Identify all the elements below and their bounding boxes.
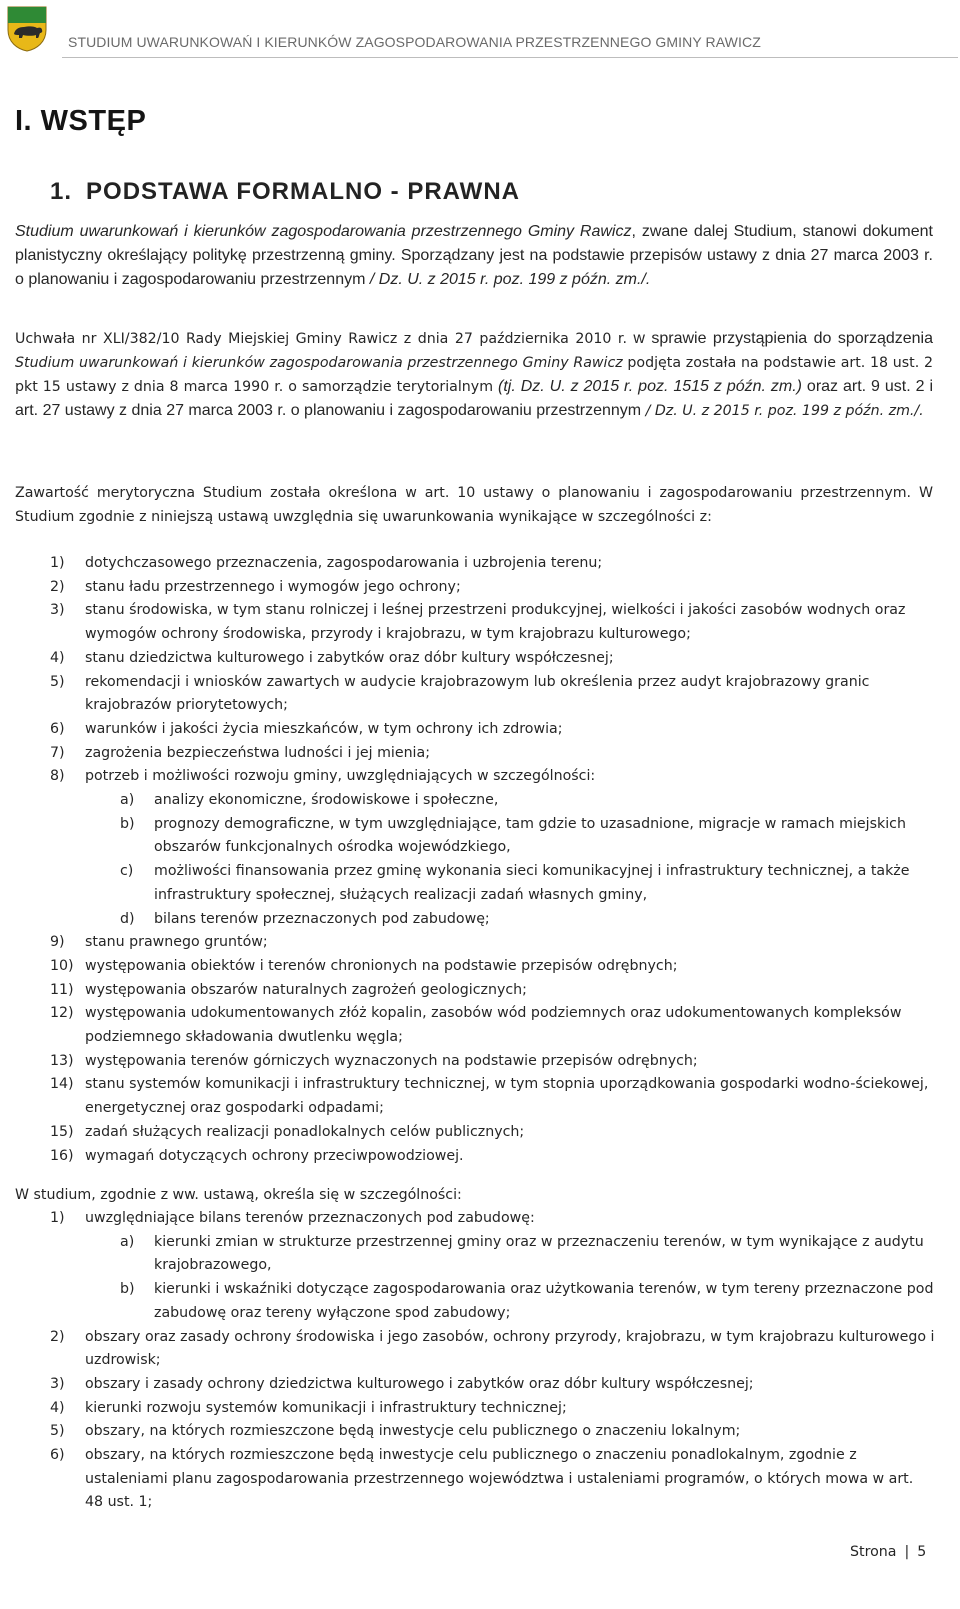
list-marker: c) [120,863,134,880]
chapter-heading: I. WSTĘP [15,105,147,137]
list-item-text: stanu dziedzictwa kulturowego i zabytków oraz dóbr kultury współczesnej; [85,649,614,666]
list-item [0,1050,935,1074]
list-item-text: wymagań dotyczących ochrony przeciwpowodziowej. [85,1147,464,1164]
list-item-text: stanu środowiska, w tym stanu rolniczej i leśnej przestrzeni produkcyjnej, wielkości i jakości zasobów wodnych oraz wymogów ochrony środowiska, przyrody i krajobrazu, w tym krajobrazu kulturowego; [85,602,906,643]
list-item [0,1397,935,1421]
list-item [0,576,935,600]
list-marker: 2) [50,1328,65,1345]
determinations-list [0,1207,935,1515]
list-marker: 4) [50,1399,65,1416]
list-subitem [0,1278,935,1325]
conditions-list [0,552,935,1168]
list-marker: 9) [50,934,65,951]
list-marker: 6) [50,1447,65,1464]
paragraph-intro-part3: / Dz. U. z 2015 r. poz. 199 z późn. zm./. [365,271,651,288]
paragraph-resolution-part1: Uchwała nr XLI/382/10 Rady Miejskiej Gminy Rawicz z dnia 27 października 2010 r. [15,331,627,347]
list-item [0,1002,935,1049]
paragraph-resolution-part5: (tj. Dz. U. z 2015 r. poz. 1515 z późn. zm.) [498,378,802,395]
paragraph-intro-part2: , zwane dalej Studium, stanowi dokument planistyczny określający politykę przestrzenną gminy. Sporządzany jest na podstawie przepisów ustawy z dnia 27 marca 2003 r. o planowaniu i zagospodarowaniu przestrzennym [15,223,933,288]
list-item [0,671,935,718]
list-item-text: występowania obiektów i terenów chronionych na podstawie przepisów odrębnych; [85,957,678,974]
list-item [0,1373,935,1397]
list-marker: 2) [50,578,65,595]
list-item [0,647,935,671]
page-separator: | [904,1544,910,1560]
list-item [0,1207,935,1231]
list-marker: 12) [50,1005,74,1022]
list-item [0,955,935,979]
paragraph-intro [15,220,933,292]
section-heading [50,178,534,206]
list-marker: 8) [50,768,65,785]
list-item [0,1145,935,1169]
list-item-text: stanu systemów komunikacji i infrastruktury technicznej, w tym stopnia uporządkowania gospodarki wodno-ściekowej, energetycznej oraz gospodarki odpadami; [85,1076,929,1117]
list-marker: 3) [50,602,65,619]
paragraph-resolution-part4: podjęta została na podstawie art. 18 ust. 2 pkt 15 ustawy z dnia 8 marca 1990 r. o samorządzie terytorialnym [15,355,934,395]
document-title: STUDIUM UWARUNKOWAŃ I KIERUNKÓW ZAGOSPODAROWANIA PRZESTRZENNEGO GMINY RAWICZ [68,34,761,50]
list-item-text: zagrożenia bezpieczeństwa ludności i jej mienia; [85,744,430,761]
list-marker: 10) [50,957,74,974]
list-marker: 14) [50,1076,74,1093]
list-marker: b) [120,815,135,832]
page-footer [850,1544,926,1560]
list-marker: 3) [50,1375,65,1392]
list-item-text: obszary, na których rozmieszczone będą inwestycje celu publicznego o znaczeniu ponadlokalnym, zgodnie z ustaleniami planu zagospodarowania przestrzennego województwa i ustaleniami programów, o których mowa w art. 48 ust. 1; [85,1447,914,1511]
list-item-text: analizy ekonomiczne, środowiskowe i społeczne, [154,792,499,809]
list-item [0,1420,935,1444]
list-subitem [0,908,935,932]
paragraph-resolution-part7: / Dz. U. z 2015 r. poz. 199 z późn. zm./. [645,403,924,419]
header-divider [62,57,958,58]
list-item-text: obszary, na których rozmieszczone będą inwestycje celu publicznego o znaczeniu lokalnym; [85,1423,741,1440]
list-marker: 1) [50,1210,65,1226]
page-header [0,0,960,60]
paragraph-determinations: W studium, zgodnie z ww. ustawą, określa się w szczególności: [15,1187,462,1203]
list-item-text: bilans terenów przeznaczonych pod zabudowę; [154,910,490,927]
list-item-text: zadań służących realizacji ponadlokalnych celów publicznych; [85,1123,525,1140]
list-marker: b) [120,1281,135,1298]
list-item-text: potrzeb i możliwości rozwoju gminy, uwzględniających w szczególności: [85,768,596,785]
paragraph-resolution-part3: Studium uwarunkowań i kierunków zagospodarowania przestrzennego Gminy Rawicz [15,355,623,371]
list-item-text: rekomendacji i wniosków zawartych w audycie krajobrazowym lub określenia przez audyt krajobrazowy granic krajobrazów priorytetowych; [85,673,870,714]
list-item [0,599,935,646]
list-item-text: kierunki zmian w strukturze przestrzennej gminy oraz w przeznaczeniu terenów, w tym wynikające z audytu krajobrazowego, [154,1233,924,1274]
list-item-text: występowania udokumentowanych złóż kopalin, zasobów wód podziemnych oraz udokumentowanych kompleksów podziemnego składowania dwutlenku węgla; [85,1005,902,1046]
list-item [0,765,935,789]
list-subitem [0,789,935,813]
list-item-text: możliwości finansowania przez gminę wykonania sieci komunikacyjnej i infrastruktury technicznej, a także infrastruktury społecznej, służących realizacji zadań własnych gminy, [154,863,910,903]
list-item-text: stanu prawnego gruntów; [85,934,268,951]
list-item-text: dotychczasowego przeznaczenia, zagospodarowania i uzbrojenia terenu; [85,555,603,571]
list-item [0,1073,935,1120]
list-marker: d) [120,910,135,927]
list-item-text: stanu ładu przestrzennego i wymogów jego ochrony; [85,578,461,595]
list-marker: 15) [50,1123,74,1140]
list-item-text: obszary oraz zasady ochrony środowiska i jego zasobów, ochrony przyrody, krajobrazu, w tym krajobrazu kulturowego i uzdrowisk; [85,1328,935,1369]
list-marker: 1) [50,555,65,571]
paragraph-content-part2: W Studium zgodnie z niniejszą ustawą uwzględnia się uwarunkowania wynikające w szczególności z: [15,485,933,525]
list-item-text: prognozy demograficzne, w tym uwzględniające, tam gdzie to uzasadnione, migracje w ramach miejskich obszarów funkcjonalnych ośrodka wojewódzkiego, [154,815,906,856]
list-item [0,1326,935,1373]
list-subitem [0,1231,935,1278]
list-marker: 6) [50,720,65,737]
paragraph-content-part1: Zawartość merytoryczna Studium została określona w art. 10 ustawy o planowaniu i zagospodarowaniu przestrzennym. [15,485,912,501]
list-item-text: kierunki rozwoju systemów komunikacji i infrastruktury technicznej; [85,1399,567,1416]
list-item [0,1444,935,1515]
list-subitem [0,860,935,907]
paragraph-content [15,481,933,529]
list-item-text: kierunki i wskaźniki dotyczące zagospodarowania oraz użytkowania terenów, w tym tereny przeznaczone pod zabudowę oraz tereny wyłączone spod zabudowy; [154,1281,934,1321]
list-item-text: występowania terenów górniczych wyznaczonych na podstawie przepisów odrębnych; [85,1052,698,1069]
list-item-text: obszary i zasady ochrony dziedzictwa kulturowego i zabytków oraz dóbr kultury współczesnej; [85,1375,754,1392]
paragraph-resolution-part6: oraz art. 9 ust. 2 i art. 27 ustawy z dnia 27 marca 2003 r. o planowaniu i zagospodarowaniu przestrzennym [15,378,933,419]
coat-of-arms-icon [7,6,47,52]
list-marker: 5) [50,1423,65,1440]
paragraph-resolution-part2: w sprawie przystąpienia do sporządzenia [626,330,934,347]
paragraph-intro-part1: Studium uwarunkowań i kierunków zagospodarowania przestrzennego Gminy Rawicz [15,223,632,240]
paragraph-resolution [15,327,933,423]
list-marker: 16) [50,1147,74,1164]
list-item [0,718,935,742]
list-item [0,552,935,576]
list-marker: 4) [50,649,65,666]
list-subitem [0,813,935,860]
list-item [0,1121,935,1145]
list-item [0,742,935,766]
list-marker: 7) [50,744,65,761]
list-item-text: występowania obszarów naturalnych zagrożeń geologicznych; [85,981,527,998]
list-item [0,931,935,955]
section-title: PODSTAWA FORMALNO - PRAWNA [86,178,520,205]
list-marker: 13) [50,1052,74,1069]
list-marker: a) [120,1233,135,1250]
section-number: 1. [50,178,73,205]
list-marker: a) [120,792,135,809]
list-item-text: uwzględniające bilans terenów przeznaczonych pod zabudowę: [85,1210,535,1226]
list-item [0,979,935,1003]
page-label: Strona [850,1544,897,1560]
page-number: 5 [917,1544,927,1560]
list-marker: 5) [50,673,65,690]
list-item-text: warunków i jakości życia mieszkańców, w tym ochrony ich zdrowia; [85,720,563,737]
list-marker: 11) [50,981,74,998]
